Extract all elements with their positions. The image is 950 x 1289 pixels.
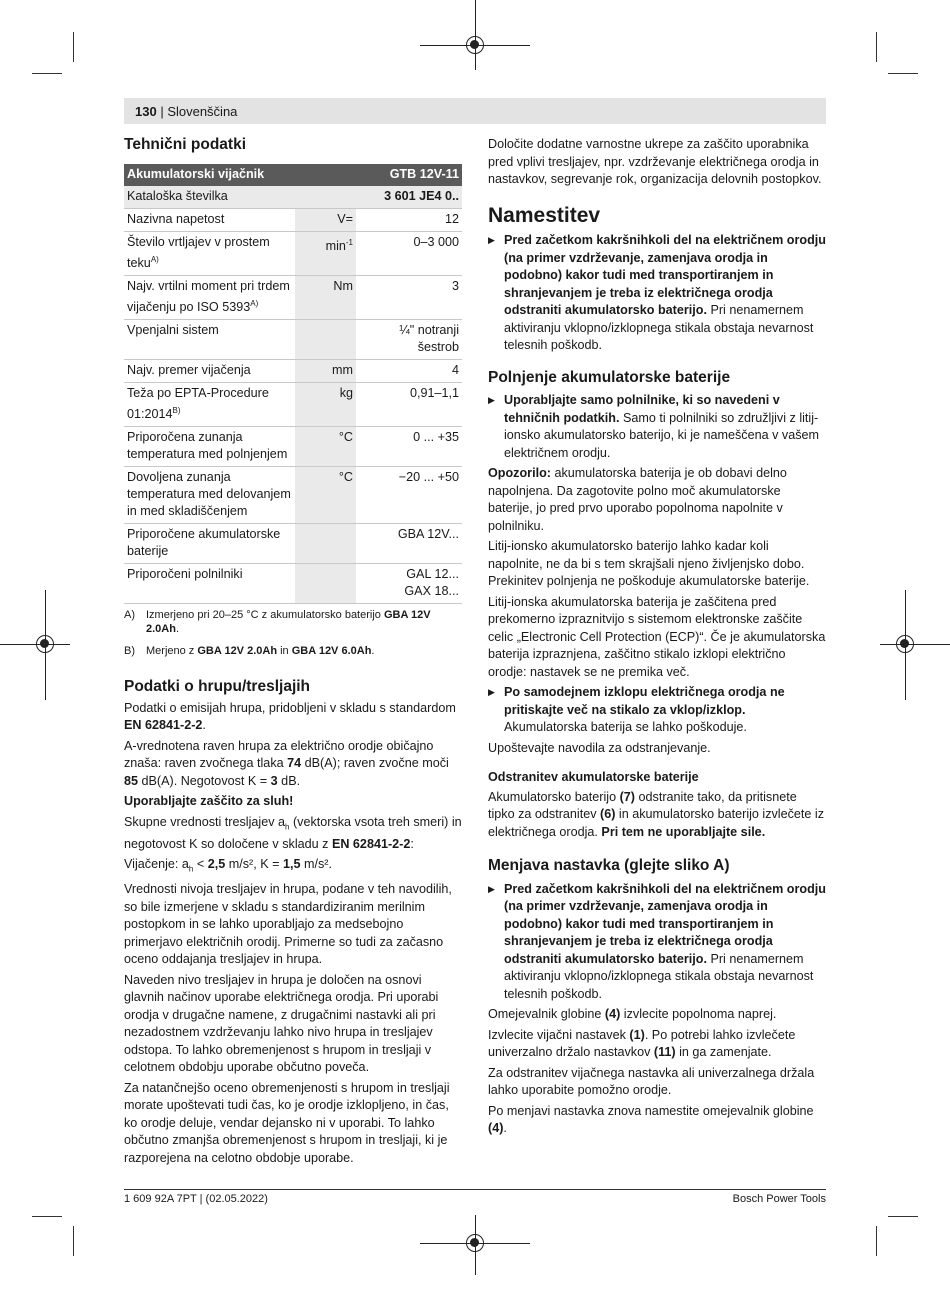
table-row: Vpenjalni sistem ¼" notranji šestrob [124,319,462,359]
noise-paragraph: Za natančnejšo oceno obremenjenosti s hrupom in tresljaji morate upoštevati tudi čas, ko je orodje izklopljeno, in čas, ko orodje deluje, vendar dejansko ni v uporabi. To lahko občutno zmanjša obremenjenost s hrupom in tresljaji, ki je razporejena na celotno obdobje uporabe. [124,1080,450,1165]
charge-heading: Polnjenje akumulatorske baterije [488,368,731,386]
crop-mark [876,1226,877,1256]
crop-mark [888,73,918,74]
crop-mark [888,1216,918,1217]
page-header: 130 | Slovenščina [135,104,238,119]
body-paragraph: Upoštevajte navodila za odstranjevanje. [488,740,711,755]
registration-mark-icon [466,1234,484,1252]
body-paragraph: Za odstranitev vijačnega nastavka ali univerzalnega držala lahko uporabite pomožno orodje. [488,1065,815,1097]
footer-brand: Bosch Power Tools [732,1193,826,1205]
noise-paragraph: Naveden nivo tresljajev in hrupa je določen na osnovi glavnih načinov uporabe električnega orodja. Pri uporabi orodja v drugačne namene, z drugačnimi nastavki ali pri nezadostnem vzdrževanju lahko nivo hrupa in tresljajev odstopa. To lahko obremenjenost s hrupom in tresljaji v celotnem obdobju uporabe občutno poveča. [124,972,439,1075]
noise-paragraph: Vrednosti nivoja tresljajev in hrupa, podane v teh navodilih, so bile izmerjene v skladu s standardiziranim merilnim postopkom in se lahko uporabljajo za medsebojno primerjavo električnih orodij. Primerne so tudi za začasno oceno oddajanja tresljajev in hrupa. [124,882,452,967]
noise-paragraph: A-vrednotena raven hrupa za električno orodje običajno znaša: raven zvočnega tlaka 74 dB(A); raven zvočne moči 85 dB(A). Negotovost K = 3 dB. [124,738,449,788]
page-number: 130 [135,104,157,119]
footer-doc-id: 1 609 92A 7PT | (02.05.2022) [124,1193,268,1205]
table-row: Kataloška številka 3 601 JE4 0.. [124,186,462,209]
registration-line [475,0,476,70]
left-column [124,136,462,1170]
warning-bullet: ▶ Pred začetkom kakršnihkoli del na električnem orodju (na primer vzdrževanje, zamenjava orodja in podobno) kakor tudi med transportiranjem in shranjevanjem je treba iz električnega orodja odstraniti akumulatorsko baterijo. Pri nenamernem aktiviranju vklopno/izklopnega stikala obstaja nevarnost telesnih poškodb. [488,881,826,1004]
warning-bullet: ▶ Pred začetkom kakršnihkoli del na električnem orodju (na primer vzdrževanje, zamenjava orodja in podobno) kakor tudi med transportiranjem in shranjevanjem je treba iz električnega orodja odstraniti akumulatorsko baterijo. Pri nenamernem aktiviranju vklopno/izklopnega stikala obstaja nevarnost telesnih poškodb. [488,232,826,355]
bit-change-heading: Menjava nastavka (glejte sliko A) [488,857,730,874]
table-row: Najv. premer vijačenja mm 4 [124,359,462,382]
crop-mark [32,1216,62,1217]
body-paragraph: Litij-ionsko akumulatorsko baterijo lahko kadar koli napolnite, ne da bi s tem skrajšali njeno življenjsko dobo. Prekinitev polnjenja ne poškoduje akumulatorske baterije. [488,539,810,588]
table-row: Priporočena zunanja temperatura med polnjenjem °C 0 ... +35 [124,427,462,467]
spec-table-header [124,164,462,186]
registration-mark-icon [896,635,914,653]
spec-model: GTB 12V-11 [356,164,462,186]
noise-paragraph: Podatki o emisijah hrupa, pridobljeni v skladu s standardom EN 62841-2-2. [124,700,456,733]
registration-line [0,644,70,645]
install-heading: Namestitev [488,203,601,227]
table-row: Najv. vrtilni moment pri trdem vijačenju po ISO $5393^{A)}$ Nm 3 [124,275,462,319]
crop-mark [73,1226,74,1256]
warning-bullet: ▶ Uporabljajte samo polnilnike, ki so navedeni v tehničnih podatkih. Samo ti polnilniki so združljivi z litij-ionsko akumulatorsko baterijo, ki je nameščena v vašem električnem orodju. [488,392,826,462]
table-row: Nazivna napetost V= 12 [124,208,462,231]
technical-data-heading: Tehnični podatki [124,136,246,153]
note-paragraph: Opozorilo: akumulatorska baterija je ob dobavi delno napolnjena. Da zagotovite polno moč akumulatorske baterije, jo pred prvo uporabo popolnoma napolnite v polnilniku. [488,466,787,533]
body-paragraph: Omejevalnik globine (4) izvlecite popolnoma naprej. [488,1007,777,1021]
spec-product-label: Akumulatorski vijačnik [124,164,295,186]
footnote-b: B) Merjeno z GBA 12V 2.0Ah in GBA 12V 6.0Ah. [124,645,375,658]
noise-paragraph: Skupne vrednosti tresljajev $a_h$ (vektorska vsota treh smeri) in negotovost K so določene v skladu z EN 62841-2-2: [124,814,462,851]
body-paragraph: Litij-ionska akumulatorska baterija je zaščitena pred prekomerno izpraznitvijo s sistemom elektronske zaščite celic „Electronic Cell Protection (ECP)“. Če je akumulatorska baterija izpraznjena, zaščitno stikalo izklopi električno orodje: nastavek se ne premika več. [488,594,826,679]
noise-paragraph: Vijačenje: $a_h < 2,5$ m/s², K = 1,5 m/s². [124,857,332,874]
table-row: Število vrtljajev v prostem teku$^{A)}$ $\min^{-1}$ 0–3 000 [124,231,462,275]
registration-mark-icon [36,635,54,653]
body-paragraph: Izvlecite vijačni nastavek (1). Po potrebi lahko izvlečete univerzalno držalo nastavkov (11) in ga zamenjate. [488,1027,796,1059]
table-row: Priporočene akumulatorske baterije GBA 12V... [124,524,462,564]
table-row: Teža po EPTA-Procedure $01:2014^{B)}$ kg 0,91–1,1 [124,382,462,426]
language-label: Slovenščina [167,104,238,119]
warning-bullet: ▶ Po samodejnem izklopu električnega orodja ne pritiskajte več na stikalo za vklop/izklop. Akumulatorska baterija se lahko poškoduje. [488,684,826,737]
remove-heading: Odstranitev akumulatorske baterije [488,770,699,784]
table-row: Priporočeni polnilniki GAL 12... GAX 18... [124,564,462,604]
crop-mark [73,32,74,62]
body-paragraph: Akumulatorsko baterijo (7) odstranite tako, da pritisnete tipko za odstranitev (6) in akumulatorsko baterijo izvlečete iz električnega orodja. Pri tem ne uporabljajte sile. [488,789,825,839]
body-paragraph: Po menjavi nastavka znova namestite omejevalnik globine (4). [488,1103,814,1135]
noise-heading: Podatki o hrupu/tresljajih [124,678,311,696]
right-column [488,136,826,1141]
noise-warning: Uporabljajte zaščito za sluh! [124,794,294,809]
footnote-a: A) Izmerjeno pri 20–25 °C z akumulatorsko baterijo GBA 12V 2.0Ah. [124,609,431,636]
registration-mark-icon [466,36,484,54]
crop-mark [876,32,877,62]
table-row: Dovoljena zunanja temperatura med delovanjem in med skladiščenjem °C −20 ... +50 [124,467,462,524]
registration-line [880,644,950,645]
footer-rule [124,1189,826,1190]
spec-table [124,164,462,605]
crop-mark [32,73,62,74]
intro-paragraph: Določite dodatne varnostne ukrepe za zaščito uporabnika pred vplivi tresljajev, npr. vzdrževanje električnega orodja in nastavkov, segrevanje rok, organizacija delovnih postopkov. [488,137,822,186]
